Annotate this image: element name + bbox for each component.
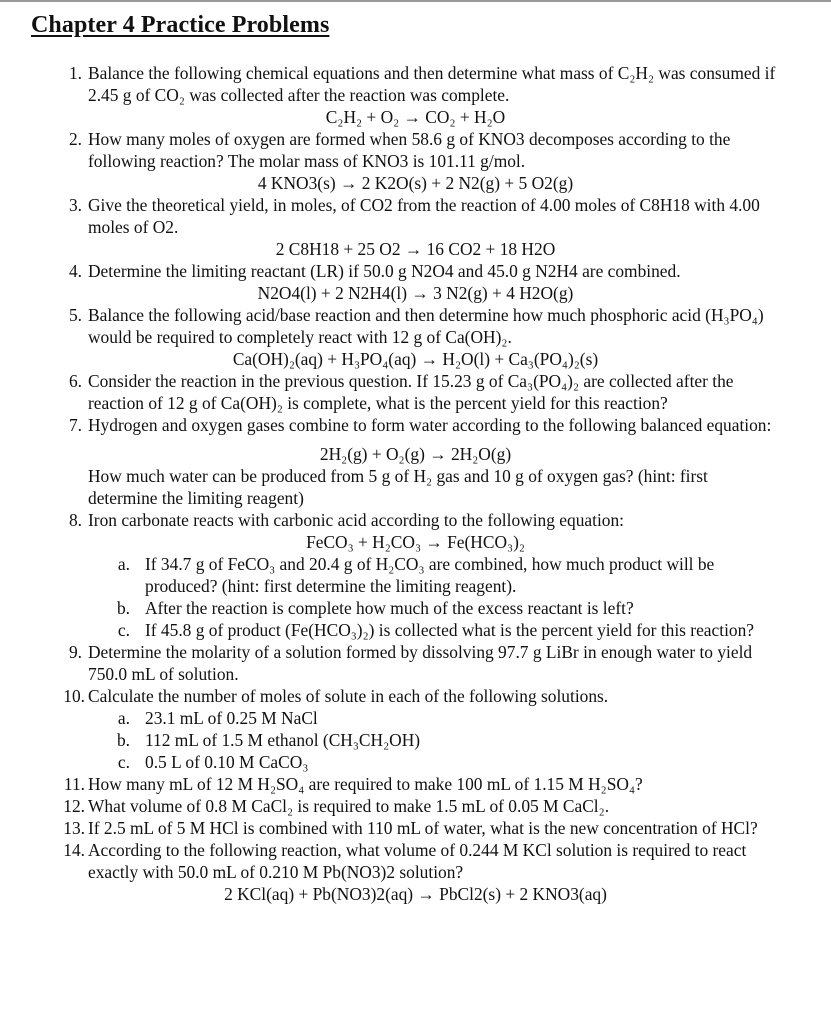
- problem-9: [0, 641, 831, 685]
- subquestion-label: c.: [117, 752, 130, 772]
- problem-7: [0, 414, 831, 436]
- problem-text: How many mL of 12 M H₂SO₄ are required to make 100 mL of 1.15 M H₂SO₄?: [88, 774, 643, 794]
- subquestion-text: If 45.8 g of product (Fe(HCO₃)₂) is collected what is the percent yield for this reaction?: [145, 620, 755, 640]
- problem-number: 1.: [68, 63, 82, 83]
- problem-11: [0, 773, 831, 795]
- problem-number: 12.: [63, 796, 85, 816]
- subquestion-text: 0.5 L of 0.10 M CaCO₃: [145, 752, 309, 772]
- problem-2: [0, 128, 831, 172]
- subquestion-text: 23.1 mL of 0.25 M NaCl: [145, 708, 318, 728]
- problem-text: Determine the molarity of a solution formed by dissolving 97.7 g LiBr in enough water to yield 750.0 mL of solution.: [88, 642, 753, 684]
- subquestion-label: b.: [116, 730, 130, 750]
- equation-7: 2H₂(g) + O₂(g) → 2H₂O(g): [319, 444, 512, 464]
- subquestion-text: After the reaction is complete how much of the excess reactant is left?: [145, 598, 634, 618]
- subquestion-10c: [0, 751, 831, 773]
- problem-list: [0, 62, 831, 905]
- problem-number: 13.: [63, 818, 85, 838]
- problem-text: Iron carbonate reacts with carbonic acid according to the following equation:: [88, 510, 625, 530]
- equation-3: 2 C8H18 + 25 O2 → 16 CO2 + 18 H2O: [275, 239, 556, 259]
- problem-number: 10.: [63, 686, 85, 706]
- problem-text: What volume of 0.8 M CaCl₂ is required to make 1.5 mL of 0.05 M CaCl₂.: [88, 796, 610, 816]
- top-border: [0, 0, 831, 2]
- equation-14: 2 KCl(aq) + Pb(NO3)2(aq) → PbCl2(s) + 2 KNO3(aq): [224, 884, 607, 904]
- problem-text: Consider the reaction in the previous question. If 15.23 g of Ca₃(PO₄)₂ are collected after the reaction of 12 g of Ca(OH)₂ is complete, what is the percent yield for this reaction?: [88, 371, 734, 413]
- problem-number: 6.: [68, 371, 82, 391]
- equation-1: C₂H₂ + O₂ → CO₂ + H₂O: [325, 107, 506, 127]
- problem-text: Hydrogen and oxygen gases combine to form water according to the following balanced equation:: [88, 415, 772, 435]
- problem-text: Give the theoretical yield, in moles, of CO2 from the reaction of 4.00 moles of C8H18 with 4.00 moles of O2.: [88, 195, 760, 237]
- problem-text: If 2.5 mL of 5 M HCl is combined with 110 mL of water, what is the new concentration of HCl?: [88, 818, 758, 838]
- problem-number: 2.: [68, 129, 82, 149]
- problem-10: [0, 685, 831, 707]
- problem-text: Determine the limiting reactant (LR) if 50.0 g N2O4 and 45.0 g N2H4 are combined.: [88, 261, 681, 281]
- problem-number: 7.: [68, 415, 82, 435]
- problem-8: [0, 509, 831, 531]
- problem-number: 4.: [68, 261, 82, 281]
- subquestion-label: b.: [116, 598, 130, 618]
- problem-3: [0, 194, 831, 238]
- problem-text: How many moles of oxygen are formed when 58.6 g of KNO3 decomposes according to the following reaction? The molar mass of KNO3 is 101.11 g/mol.: [88, 129, 731, 171]
- subquestion-label: a.: [117, 554, 130, 574]
- equation-2: 4 KNO3(s) → 2 K2O(s) + 2 N2(g) + 5 O2(g): [257, 173, 574, 193]
- subquestion-8c: [0, 619, 831, 641]
- problem-12: [0, 795, 831, 817]
- page-title: Chapter 4 Practice Problems: [31, 12, 330, 38]
- subquestion-8a: [0, 553, 831, 597]
- subquestion-8b: [0, 597, 831, 619]
- subquestion-label: a.: [117, 708, 130, 728]
- equation-5: Ca(OH)₂(aq) + H₃PO₄(aq) → H₂O(l) + Ca₃(PO₄)₂(s): [232, 349, 599, 369]
- problem-number: 14.: [63, 840, 85, 860]
- problem-14: [0, 839, 831, 883]
- subquestion-label: c.: [117, 620, 130, 640]
- subquestion-text: 112 mL of 1.5 M ethanol (CH₃CH₂OH): [145, 730, 421, 750]
- problem-number: 11.: [63, 774, 85, 794]
- problem-text: Balance the following acid/base reaction and then determine how much phosphoric acid (H₃PO₄) would be required to completely react with 12 g of Ca(OH)₂.: [88, 305, 764, 347]
- problem-6: [0, 370, 831, 414]
- problem-7-followup: How much water can be produced from 5 g of H₂ gas and 10 g of oxygen gas? (hint: first determine the limiting reagent): [88, 466, 708, 508]
- problem-text: Calculate the number of moles of solute in each of the following solutions.: [88, 686, 609, 706]
- problem-number: 8.: [68, 510, 82, 530]
- problem-13: [0, 817, 831, 839]
- problem-number: 5.: [68, 305, 82, 325]
- problem-text: According to the following reaction, what volume of 0.244 M KCl solution is required to react exactly with 50.0 mL of 0.210 M Pb(NO3)2 solution?: [88, 840, 747, 882]
- subquestion-10a: [0, 707, 831, 729]
- problem-1: [0, 62, 831, 106]
- problem-4: [0, 260, 831, 282]
- subquestion-10b: [0, 729, 831, 751]
- subquestion-text: If 34.7 g of FeCO₃ and 20.4 g of H₂CO₃ are combined, how much product will be produced? (hint: first determine the limiting reagent).: [145, 554, 715, 596]
- problem-text: Balance the following chemical equations and then determine what mass of C₂H₂ was consumed if 2.45 g of CO₂ was collected after the reaction was complete.: [88, 63, 776, 105]
- problem-number: 9.: [68, 642, 82, 662]
- equation-8: FeCO₃ + H₂CO₃ → Fe(HCO₃)₂: [306, 532, 525, 552]
- problem-number: 3.: [68, 195, 82, 215]
- equation-4: N2O4(l) + 2 N2H4(l) → 3 N2(g) + 4 H2O(g): [257, 283, 574, 303]
- problem-5: [0, 304, 831, 348]
